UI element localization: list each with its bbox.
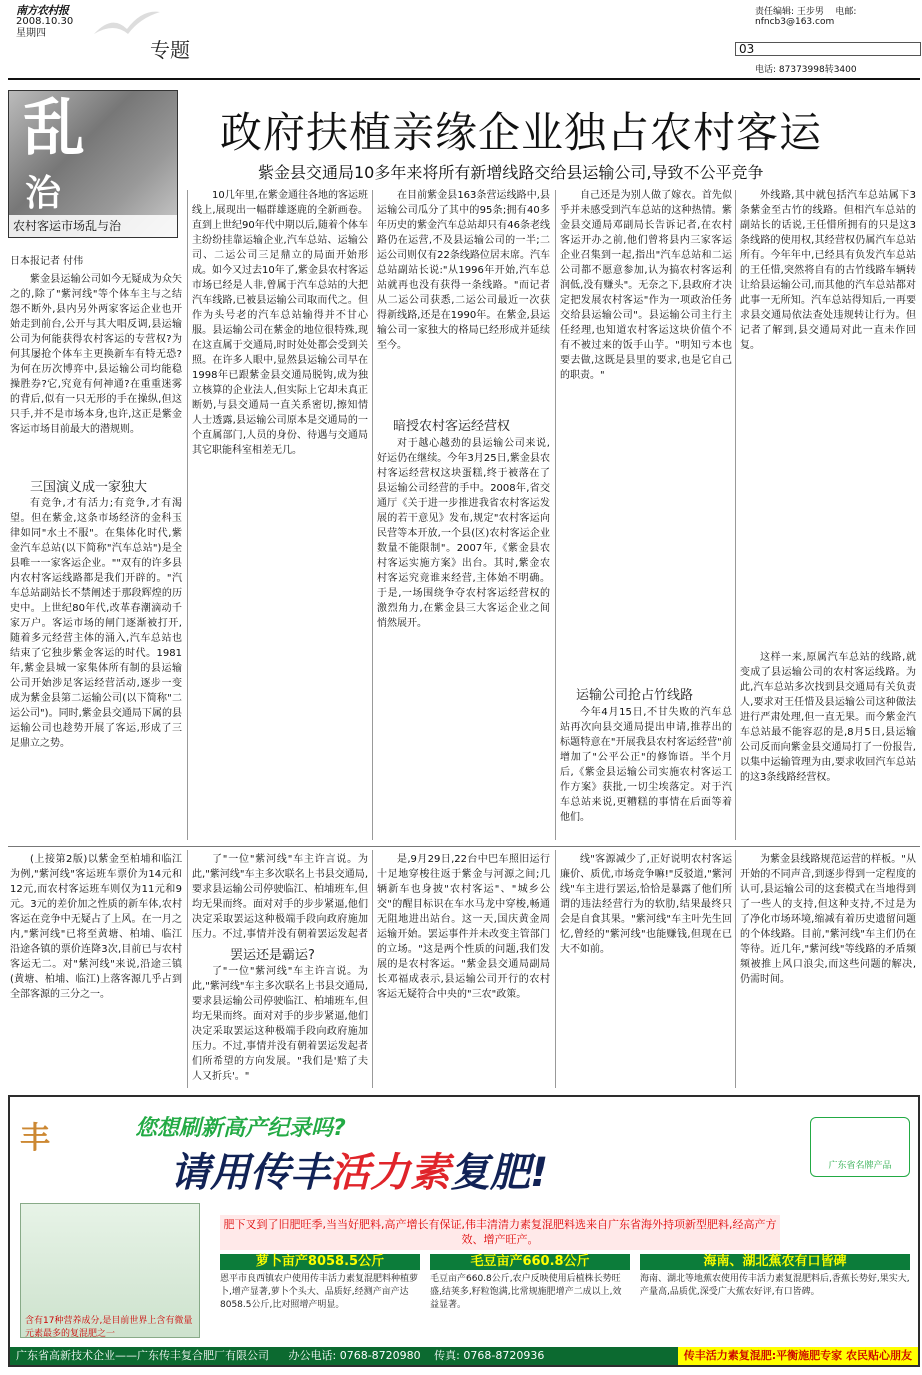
section-subheading: 三国演义成一家独大: [30, 480, 148, 495]
article-column-1: 紫金县运输公司如今无疑成为众矢之的,除了"紫河线"等个体车主与之结怨不断外,县内另外两家客运企业也开始走到前台,公开与其大唱反调,县运输公司为何能获得农村客运的专营权?为何其屡抢个体车主更换新车有特无恐?为何在历次博弈中,县运输公司均能稳操胜券?它,究竟有何神通?在重重迷雾的背后,似有一只无形的手在操纵,但这只手,并不是市场本身,也许,这正是紫金客运市场目前最大的潜规则。: [10, 274, 182, 435]
article-column-5b: 这样一来,原属汽车总站的线路,就变成了县运输公司的农村客运线路。为此,汽车总站多次找到县交通局有关负责人,要求对王任惜及县运输公司这种做法进行严肃处理,但一直无果。而今紫金汽车总站最不能容忍的是,8月5日,县运输公司反而向紫金县交通局打了一份报告,以集中运输管理为由,要求收回汽车总站的这3条线路经营权。: [740, 652, 916, 783]
date-text: 2008.10.30: [16, 16, 74, 27]
article-column-5: 外线路,其中就包括汽车总站属下3条紫金至古竹的线路。但相汽车总站的副站长的话说,王任惜所拥有的只是这3条线路的使用权,其经营权仍属汽车总站所有。今年年中,已经具有负发汽车总站的王任惜,突然将自有的古竹线路车辆转让给县运输公司,而其他的汽车总站都对此事一无所知。汽车总站得知后,一再要求县交通局依法查处违规转让行为。但记者了解到,县交通局对此一直未作回复。: [740, 190, 916, 351]
advertisement: [8, 1095, 920, 1367]
ad-office-phone: 办公电话: 0768-8720980: [288, 1349, 421, 1362]
ad-main-highlight: 活力素: [330, 1150, 450, 1196]
ad-footer: [10, 1347, 918, 1365]
product-note: 含有17种营养成分,是目前世界上含有微量元素最多的复混肥之一: [25, 1316, 193, 1339]
weekday-text: 星期四: [16, 28, 46, 39]
column-rule: [187, 190, 188, 840]
ad-main-title: [170, 1141, 548, 1198]
section-title: 专题: [150, 38, 190, 62]
ad-result-text-2: 毛豆亩产660.8公斤,农户反映使用后植株长势旺盛,结荚多,籽粒饱满,比常规施肥增产二成以上,效益显著。: [430, 1274, 622, 1310]
photo-caption: 农村客运市场乱与治: [9, 215, 177, 237]
ad-footer-slogan: 传丰活力素复混肥:平衡施肥专家 农民贴心朋友: [678, 1347, 918, 1365]
headline: 政府扶植亲缘企业独占农村客运: [220, 108, 823, 157]
column-rule: [187, 850, 188, 1088]
article-column-2: 10几年里,在紫金通往各地的客运班线上,展现出一幅群雄逐鹿的全新画卷。直到上世纪90年代中期以后,随着个体车主纷纷挂靠运输企业,汽车总站、运输公司、二运公司三足鼎立的局面开始形成。如今又过去10年了,紫金县农村客运市场已经是人非,曾属于汽车总站的大把汽车线路,已被县运输公司取而代之。但作为头号老的汽车总站输得并不甘心服。县运输公司在紫金的地位很特殊,现在这直属于交通局,时时处处都会受到关照。在许多人眼中,显然县运输公司早在1998年已跟紫金县交通局脱钩,成为独立核算的企业法人,但实际上它却未真正断奶,与县交通局一直关系密切,擦知情人士透露,县运输公司原本是交通局的一个直属部门,人员的身份、待遇与交通局其它职能科室相差无几。: [192, 190, 368, 456]
section-subheading: 暗授农村客运经营权: [393, 419, 511, 434]
subheadline: 紫金县交通局10多年来将所有新增线路交给县运输公司,导致不公平竞争: [258, 163, 764, 182]
ad-result-2: 毛豆亩产660.8公斤: [430, 1254, 630, 1270]
contact-phone: 电话: 87373998转3400: [755, 65, 857, 75]
feature-photo: [8, 90, 178, 238]
ad-main-prefix: 请用传丰: [170, 1150, 330, 1196]
photo-graphic: 乱: [23, 91, 86, 164]
column-rule: [555, 190, 556, 840]
product-image: [20, 1203, 200, 1338]
ad-result-text-1: 恩平市良西镇农户使用传丰活力素复混肥料种植萝卜,增产显著,萝卜个头大、品质好,经测产亩产达8058.5公斤,比对照增产明显。: [220, 1274, 419, 1310]
ad-result-1: 萝卜亩产8058.5公斤: [220, 1254, 420, 1270]
article-column-4: 自己还是为别人做了嫁衣。首先似乎并未感受到汽车总站的这种热情。紫金县交通局邓副局长告诉记者,在农村客运开办之前,他们曾将县内三家客运企业召集到一起,指出"汽车总站和二运公司都不愿意参加,认为搞农村客运利润低,没有赚头"。无奈之下,县政府才决定把发展农村客运"作为一项政治任务交给县运输公司"。县运输公司主行主任经理,也知道农村客运这块价值个不有不被过来的饭手山芋。"明知亏本也要去做,这既是县里的要求,也是它自己的职责。": [560, 190, 732, 381]
photo-graphic-secondary: 治: [25, 173, 62, 214]
article-column-1b: 有竞争,才有活力;有竞争,才有渴望。但在紫金,这条市场经济的金科玉律如同"水土不服"。在集体化时代,紫金汽车总站(以下简称"汽车总站")是全县唯一一家客运企业。""双有的许多县内农村客运线路都是我们开辟的。"汽车总站副站长不禁阐述于那段辉煌的历史中。上世纪80年代,改革春潮滴动千家万户。客运市场的闸门逐渐被打开,随着多元经营主体的涌入,汽车总站也结束了它独步紫金客运的时代。1981年,紫金县城一家集体所有制的县运输公司开始涉足客运经营活动,逐步一变成为紫金县第二运输公司(以下简称"二运公司")。同时,紫金县交通局下属的县运输公司也趁势开展了客运,形成了三足鼎立之势。: [10, 498, 182, 749]
continued-column-2b: 了"一位"紫河线"车主许言说。为此,"紫河线"车主多次联名上书县交通局,要求县运输公司停驶临江、柏埔班车,但均无果而终。面对对手的步步紧逼,他们决定采取罢运这种极端手段向政府施加压力。不过,事情并没有朝着罢运发起者们所希望的方向发展。"我们是'赔了夫人又折兵'。": [192, 966, 368, 1082]
article-column-3b: 对于越心越劲的县运输公司来说,好运仍在继续。今年3月25日,紫金县农村客运经营权这块蛋糕,终于被落在了县运输公司经营的手中。2008年,省交通厅《关于进一步推进我省农村客运发展的若干意见》发布,规定"农村客运向民营等本开放,一个县(区)农村客运企业数量不能限制"。2007年,《紫金县农村客运实施方案》出台。其时,紫金农村客运究竟谁来经营,主体始不明确。于是,一场围绕争夺农村客运经营权的激烈角力,在紫金县三大客运企业之间悄然展开。: [377, 438, 550, 629]
article-column-3: 在目前紫金县163条营运线路中,县运输公司瓜分了其中的95条;拥有40多年历史的紫金汽车总站却只有46条老线路仍在运营,不及县运输公司的一半;二运公司则仅有22条线路位居末席。汽车总站副站长说:"从1996年开始,汽车总站就再也没有获得一条线路。"而记者从二运公司获悉,二运公司最近一次获得新线路,还是在1990年。在紫金,县运输公司一家独大的格局已经形成并延续至今。: [377, 190, 550, 351]
continued-column-5: 为紫金县线路规范运营的样板。"从开始的不同声音,到逐步得到一定程度的认可,县运输公司的这套模式在当地得到了一些人的支持,但这种支持,不过是为了净化市场环境,缩减有着历史遗留问题的个体线路。目前,"紫河线"车主们仍在等待。近几年,"紫河线"等线路的矛盾频频被推上风口浪尖,而这些问题的解决,仍需时间。: [740, 854, 916, 985]
section-divider: [8, 846, 920, 847]
ad-company: 广东省高新技术企业——广东传丰复合肥厂有限公司: [16, 1349, 269, 1362]
column-rule: [735, 190, 736, 840]
continued-column-3: 是,9月29日,22台中巴车照旧运行十足地穿梭往返于紫金与河源之间;几辆新车也身披"农村客运"、"城乡公交"的醒目标识在车水马龙中穿梭,畅通无阻地进出站台。这一天,国庆黄金周运输开始。罢运事件并未改变主管部门的立场。"这是两个性质的问题,我们发展的是农村客运。"紫金县交通局副局长邓福成表示,县运输公司开行的农村客运无疑符合中央的"三农"政策。: [377, 854, 550, 1000]
editor-name: 责任编辑: 王步男: [755, 7, 824, 17]
article-column-4b: 今年4月15日,不甘失败的汽车总站再次向县交通局提出申请,推荐出的标题特意在"开展我县农村客运经营"前增加了"公平公正"的修饰语。半个月后,《紫金县运输公司实施农村客运工作方案》获批,一切尘埃落定。对于汽车总站来说,更糟糕的事情在后面等着他们。: [560, 707, 732, 823]
ad-tagline: 肥下叉到了旧肥旺季,当当好肥料,高产增长有保证,伟丰清清力素复混肥料选来自广东省海外持项新型肥料,经高产方效、增产旺产。: [220, 1215, 780, 1250]
section-subheading: 罢运还是霸运?: [230, 948, 315, 963]
column-rule: [372, 850, 373, 1088]
editor-email: 电邮: nfncb3@163.com: [755, 7, 857, 27]
column-rule: [372, 190, 373, 840]
byline: 日本报记者 付伟: [10, 256, 84, 267]
brand-badge: 广东省名牌产品: [810, 1117, 910, 1177]
column-rule: [735, 850, 736, 1088]
header-divider: [8, 78, 920, 80]
ad-slogan: 您想刷新高产纪录吗?: [135, 1116, 346, 1141]
editor-info: [755, 4, 922, 27]
newspaper-name: 南方农村报: [16, 4, 69, 17]
continued-column-2: 了"一位"紫河线"车主许言说。为此,"紫河线"车主多次联名上书县交通局,要求县运输公司停驶临江、柏埔班车,但均无果而终。面对对手的步步紧逼,他们决定采取罢运这种极端手段向政府施加压力。不过,事情并没有朝着罢运发起者: [192, 854, 368, 940]
section-subheading: 运输公司抢占竹线路: [576, 688, 694, 703]
ad-result-text-3: 海南、湖北等地蕉农使用传丰活力素复混肥料后,香蕉长势好,果实大,产量高,品质优,深受广大蕉农好评,有口皆碑。: [640, 1274, 910, 1297]
ad-main-suffix: 复肥!: [450, 1150, 549, 1196]
ad-result-3: 海南、湖北蕉农有口皆碑: [640, 1254, 910, 1270]
brand-logo: 丰: [20, 1121, 50, 1156]
column-rule: [555, 850, 556, 1088]
ad-fax: 传真: 0768-8720936: [434, 1349, 545, 1362]
page-number: 03: [735, 42, 921, 56]
issue-date: [16, 16, 73, 40]
continued-column-1: (上接第2版)以紫金至柏埔和临江为例,"紫河线"客运班车票价为14元和12元,而农村客运班车则仅为11元和9元。3元的差价加之性质的新车体,农村客运在竞争中无疑占了上风。在一月之内,"紫河线"已将至黄塘、柏埔、临江沿途各镇的票价连降3次,目前已与农村客运无二。对"紫河线"来说,沿途三镇(黄塘、柏埔、临江)上落客源几乎占到全部客源的三分之一。: [10, 854, 182, 1000]
continued-column-4: 线"客源减少了,正好说明农村客运廉价、质优,市场竞争嘛!"反驳道,"紫河线"车主进行罢运,恰恰是暴露了他们所谓的违法经营行为的软肋,结果最终只会是自食其果。"紫河线"车主叶先生回忆,曾经的"紫河线"也能赚钱,但现在已大不如前。: [560, 854, 732, 955]
